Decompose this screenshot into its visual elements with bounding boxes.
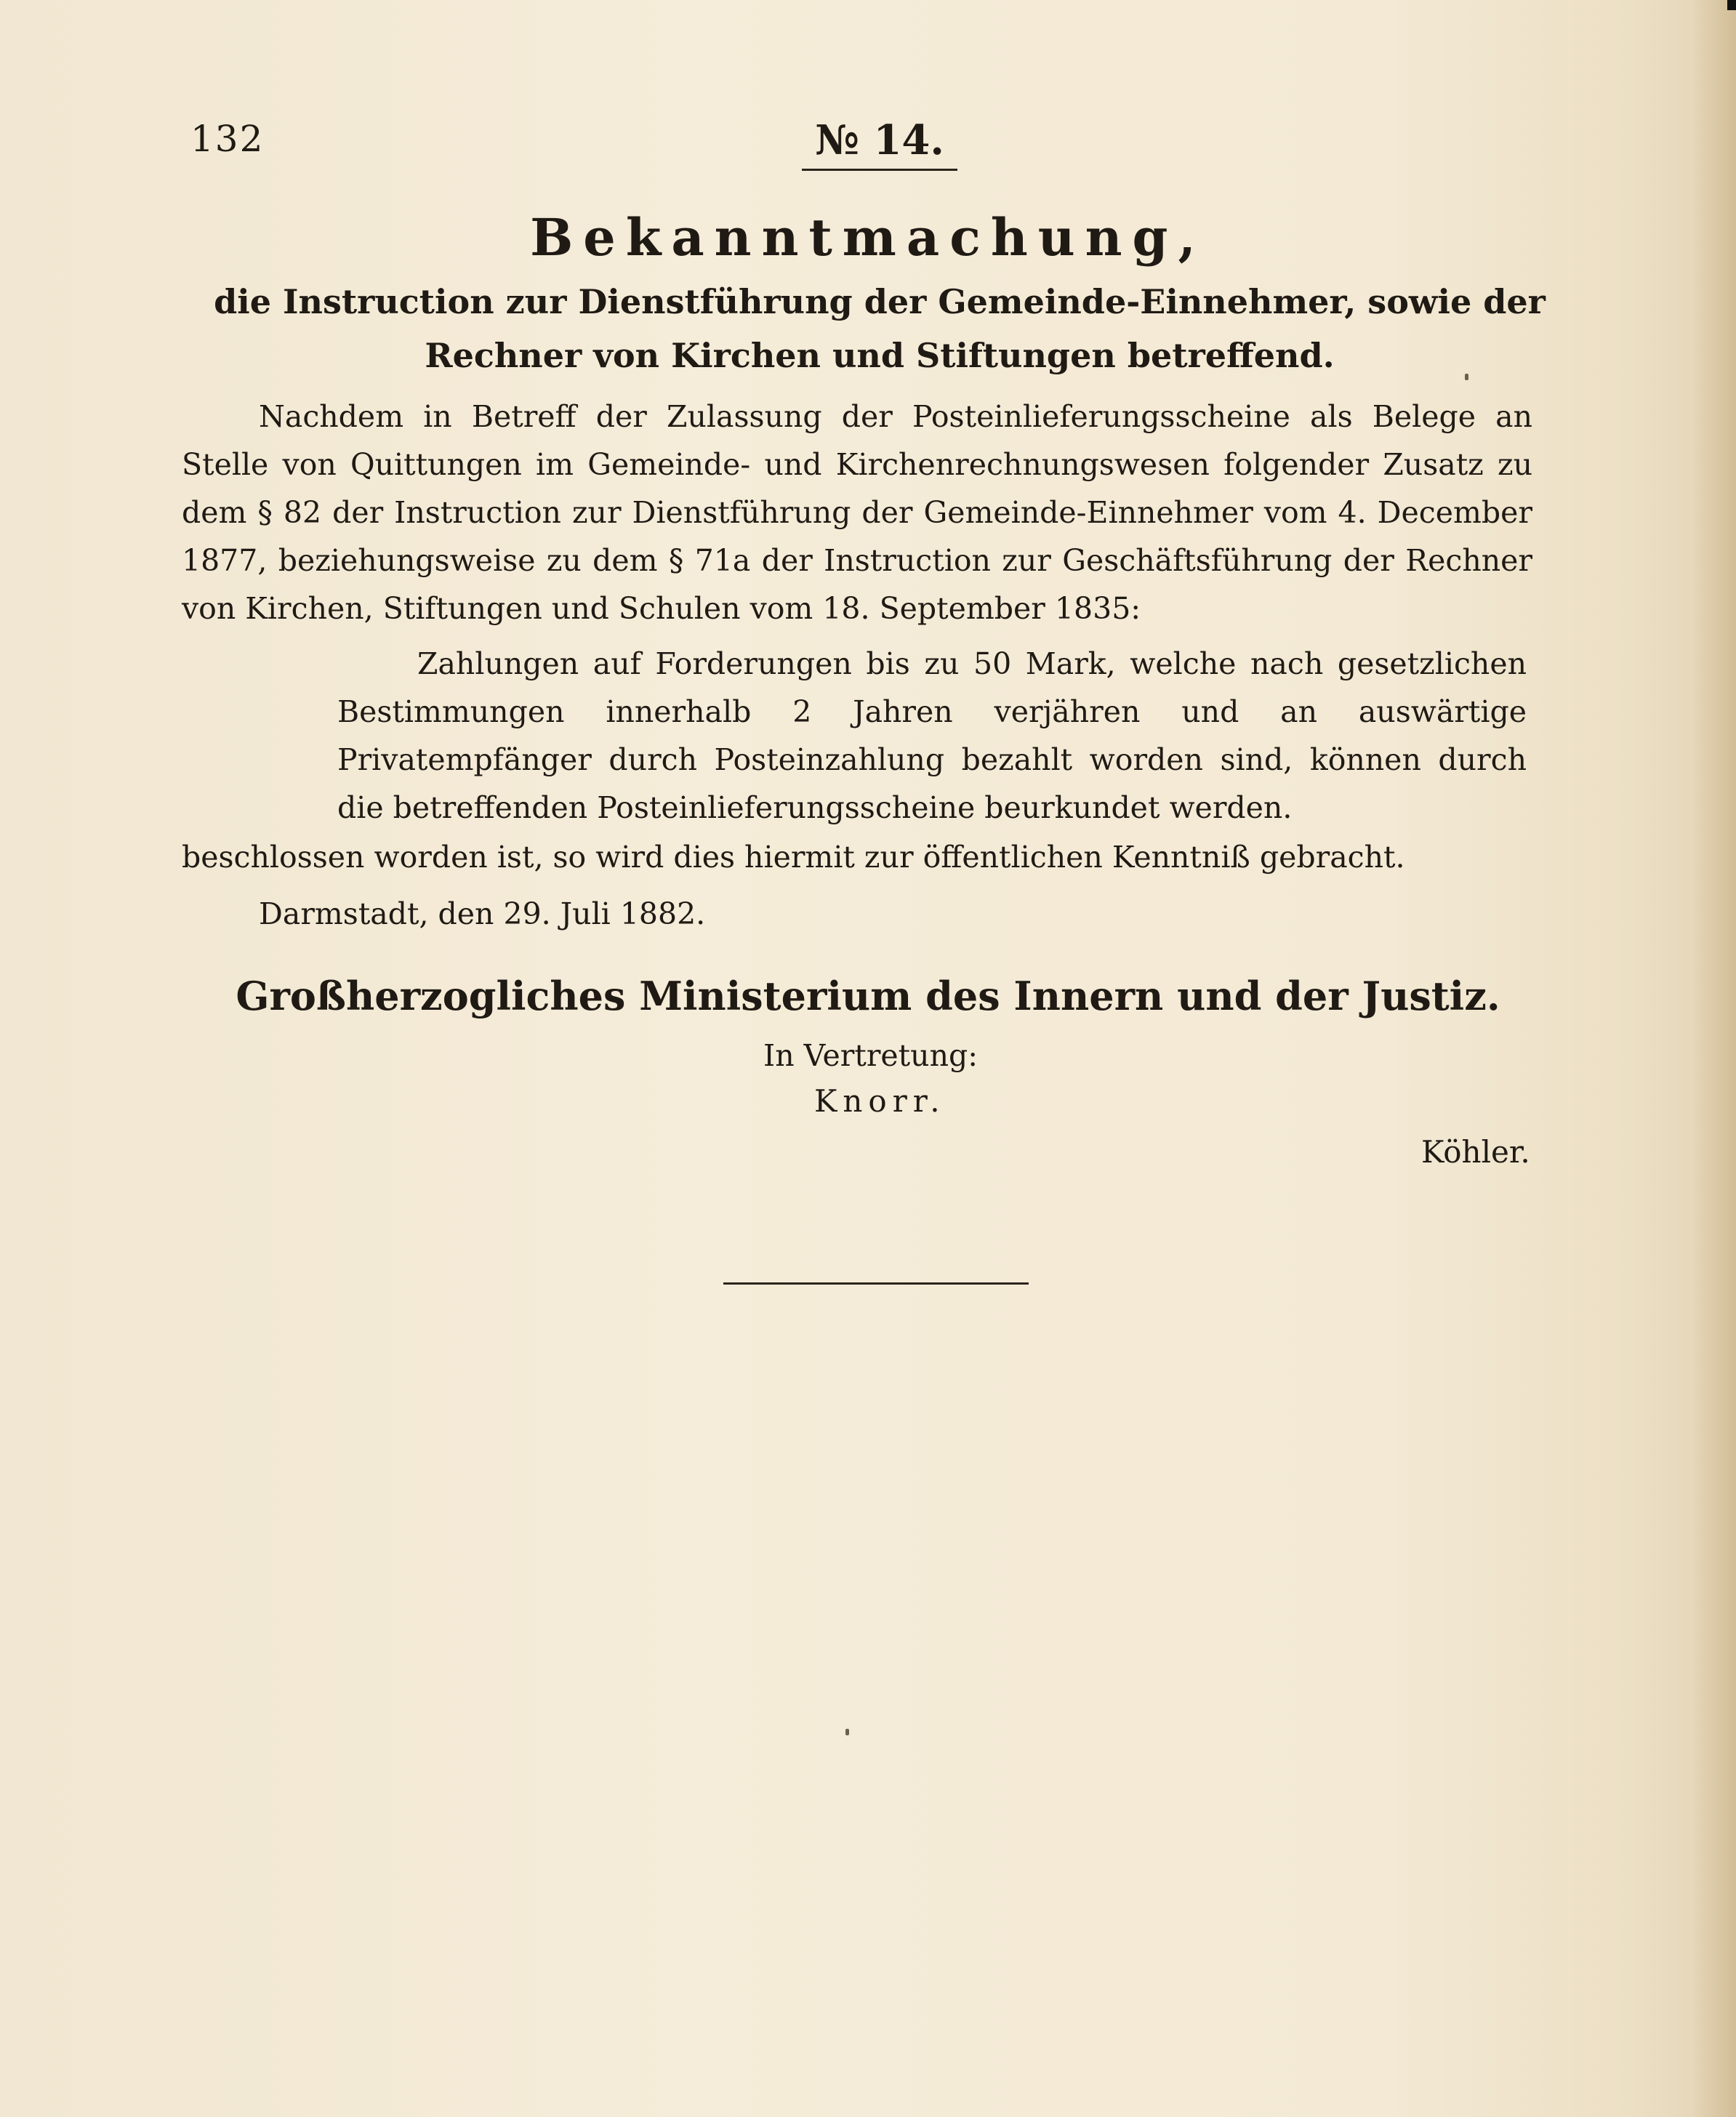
document-heading: Bekanntmachung, [530, 207, 1206, 268]
issue-number: № 14. [815, 116, 944, 164]
page-edge-shadow [1692, 0, 1736, 2117]
closing-paragraph: beschlossen worden ist, so wird dies hiermit zur öffentlichen Kenntniß gebracht. [182, 840, 1405, 875]
paper-speck [1465, 374, 1468, 380]
body-paragraph: Nachdem in Betreff der Zulassung der Posteinlieferungsscheine als Belege an Stelle von Quittungen im Gemeinde- und Kirchenrechnungswesen folgender Zusatz zu dem § 82 der Instruction zur Dienstführung der Gemeinde-Einnehmer vom 4. December 1877, beziehungsweise zu dem § 71a der Instruction zur Geschäftsführung der Rechner von Kirchen, Stiftungen und Schulen vom 18. September 1835: [182, 399, 1532, 626]
place-date-line: Darmstadt, den 29. Juli 1882. [259, 896, 706, 931]
closing-rule [723, 1282, 1029, 1285]
scan-corner-mark [1727, 0, 1736, 10]
document-subheading: die Instruction zur Dienstführung der Gemeinde-Einnehmer, sowie der Rechner von Kirchen und Stiftungen betreffend. [214, 282, 1546, 375]
quoted-addition: Zahlungen auf Forderungen bis zu 50 Mark, welche nach gesetzlichen Bestimmungen innerhalb 2 Jahren verjähren und an auswärtige Privatempfänger durch Posteinzahlung bezahlt worden sind, können durch die betreffenden Posteinlieferungsscheine beurkundet werden. [337, 646, 1527, 825]
signatory-koehler: Köhler. [1421, 1134, 1530, 1170]
issuing-ministry: Großherzogliches Ministerium des Innern und der Justiz. [236, 973, 1500, 1019]
page-number: 132 [190, 118, 265, 160]
representation-line: In Vertretung: [763, 1038, 978, 1073]
issue-underline [802, 169, 957, 171]
signatory-knorr: Knorr. [814, 1083, 946, 1119]
paper-speck [845, 1729, 849, 1735]
